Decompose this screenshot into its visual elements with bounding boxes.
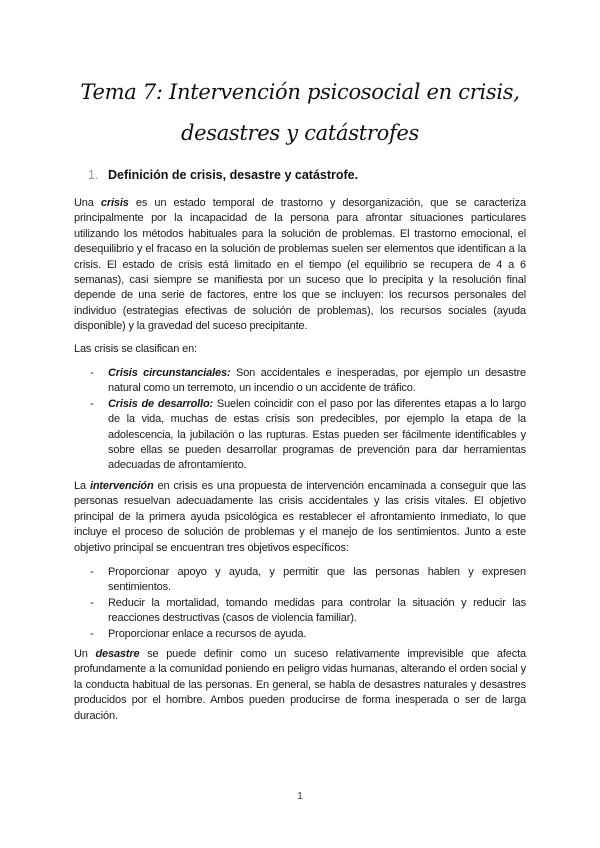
list-item (90, 397, 526, 474)
paragraph-body: es un estado temporal de trastorno y desorganización, que se caracteriza principalmente por la incapacidad de la persona para afrontar situaciones particulares utilizando los métodos habituales para la solución de problemas. El trastorno emocional, el desequilibrio y el fracaso en la solución de problemas suelen ser elementos que identifican a la crisis. El estado de crisis está limitado en el tiempo (el equilibrio se recupera de 4 a 6 semanas), casi siempre se manifiesta por un suceso que lo precipita y la resolución final depende de una serie de factores, entre los que se incluyen: los recursos personales del individuo (estrategias efectivas de solución de problemas), los recursos sociales (ayuda disponible) y la gravedad del suceso precipitante. (74, 197, 526, 333)
page-number: 1 (297, 791, 303, 802)
list-item (90, 366, 526, 397)
paragraph-body: en crisis es una propuesta de intervención encaminada a conseguir que las personas resuelvan adecuadamente las crisis accidentales y las crisis vitales. El objetivo principal de la primera ayuda psicológica es restablecer el afrontamiento inmediato, lo que incluye el proceso de solución de problemas y el manejo de los sentimientos. Junto a este objetivo principal se encuentran tres objetivos específicos: (74, 480, 527, 554)
term-intervention: intervención (89, 480, 154, 492)
list-item: - Proporcionar apoyo y ayuda, y permitir que las personas hablen y expresen sentimientos. (90, 565, 526, 596)
list-item: - Reducir la mortalidad, tomando medidas para controlar la situación y reducir las reacciones destructivas (casos de violencia familiar). (90, 596, 526, 627)
term-disaster: desastre (95, 648, 140, 660)
section-heading-text: Definición de crisis, desastre y catástrofe. (108, 168, 359, 182)
paragraph-intervention (74, 479, 526, 556)
list-item-text: Son accidentales e inesperadas, por ejemplo un desastre natural como un terremoto, un incendio o un accidente de tráfico. (108, 367, 526, 395)
section-number: 1. (88, 168, 99, 182)
term-crisis-development: Crisis de desarrollo: (108, 397, 214, 410)
term-crisis: crisis (100, 197, 129, 209)
page-title: Tema 7: Intervención psicosocial en crisis, desastres y catástrofes (80, 80, 520, 145)
list-item-text: Suelen coincidir con el paso por las diferentes etapas a lo largo de la vida, muchas de estas crisis son predecibles, por ejemplo la etapa de la adolescencia, la jubilación o las rupturas. Estas pueden ser fácilmente identificables y sobre ellas se pueden desarrollar programas de prevención para dar herramientas adecuadas de afrontamiento. (108, 397, 526, 472)
list-item: - Proporcionar enlace a recursos de ayuda. (90, 627, 526, 642)
crisis-types-list (90, 366, 526, 474)
paragraph-lead: Una (74, 197, 101, 209)
paragraph-crisis-definition (74, 196, 526, 335)
paragraph-disaster-definition (74, 647, 526, 724)
paragraph-classification: Las crisis se clasifican en: (74, 343, 197, 355)
term-crisis-circumstantial: Crisis circunstanciales: (108, 367, 231, 379)
paragraph-body: se puede definir como un suceso relativamente imprevisible que afecta profundamente a la comunidad poniendo en peligro vidas humanas, alterando el orden social y la conducta habitual de las personas. En general, se habla de desastres naturales y desastres producidos por el hombre. Ambos pueden producirse de forma inesperada o ser de larga duración. (74, 648, 526, 722)
section-heading (88, 168, 358, 182)
paragraph-lead: La (74, 480, 90, 492)
paragraph-lead: Un (74, 648, 96, 660)
objectives-list (90, 565, 526, 642)
